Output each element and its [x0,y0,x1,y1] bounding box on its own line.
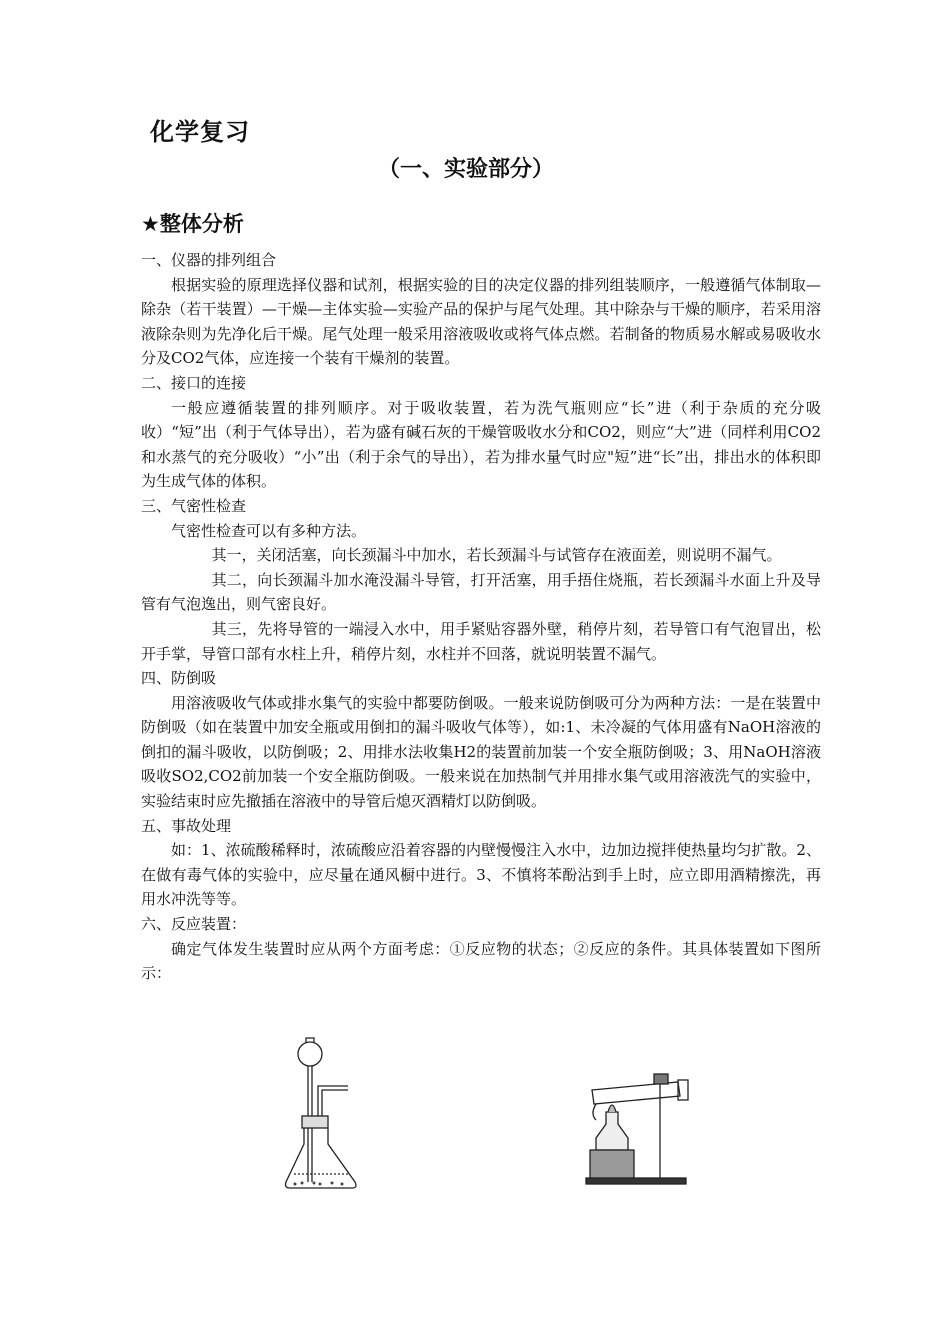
document-body [141,248,821,986]
heading-4: 四、防倒吸 [141,669,217,688]
paragraph-2: 一般应遵循装置的排列顺序。对于吸收装置，若为洗气瓶则应“长”进（利于杂质的充分吸收）“短”出（利于气体导出），若为盛有碱石灰的干燥管吸收水分和CO2，则应“大”进（同样利用CO2和水蒸气的充分吸收）“小”出（利于余气的导出），若为排水量气时应"短”进“长”出，排出水的体积即为生成气体的体积。 [141,398,821,491]
test-tube-heating-figure [582,1068,692,1188]
heading-1: 一、仪器的排列组合 [141,251,277,269]
section-heading: ★整体分析 [141,212,244,236]
heading-2: 二、接口的连接 [141,373,247,392]
paragraph-3-method-1: 其一，关闭活塞，向长颈漏斗中加水，若长颈漏斗与试管存在液面差，则说明不漏气。 [211,546,782,565]
paragraph-1: 根据实验的原理选择仪器和试剂，根据实验的目的决定仪器的排列组装顺序，一般遵循气体制取—除杂（若干装置）—干燥—主体实验—实验产品的保护与尾气处理。其中除杂与干燥的顺序，若采用溶液除杂则为先净化后干燥。尾气处理一般采用溶液吸收或将气体点燃。若制备的物质易水解或易吸收水分及CO2气体，应连接一个装有干燥剂的装置。 [141,275,821,368]
heading-3: 三、气密性检查 [141,496,247,515]
paragraph-4: 用溶液吸收气体或排水集气的实验中都要防倒吸。一般来说防倒吸可分为两种方法：一是在装置中防倒吸（如在装置中加安全瓶或用倒扣的漏斗吸收气体等），如:1、未冷凝的气体用盛有NaOH溶液的倒扣的漏斗吸收，以防倒吸；2、用排水法收集H2的装置前加装一个安全瓶防倒吸；3、用NaOH溶液吸收SO2,CO2前加装一个安全瓶防倒吸。一般来说在加热制气并用排水集气或用溶液洗气的实验中，实验结束时应先撤插在溶液中的导管后熄灭酒精灯以防倒吸。 [141,693,821,811]
document-subtitle: （一、实验部分） [378,157,555,182]
paragraph-6: 确定气体发生装置时应从两个方面考虑：①反应物的状态；②反应的条件。其具体装置如下图所示： [141,939,821,983]
paragraph-3: 气密性检查可以有多种方法。 [171,521,367,540]
paragraph-3-method-3: 其三，先将导管的一端浸入水中，用手紧贴容器外壁，稍停片刻，若导管口有气泡冒出，松开手掌，导管口部有水柱上升，稍停片刻，水柱并不回落，就说明装置不漏气。 [141,619,821,663]
heading-6: 六、反应装置： [141,915,247,934]
paragraph-3-method-2: 其二，向长颈漏斗加水淹没漏斗导管，打开活塞，用手捂住烧瓶，若长颈漏斗水面上升及导管有气泡逸出，则气密良好。 [141,570,821,614]
flask-apparatus-figure [280,1036,370,1194]
heading-5: 五、事故处理 [141,816,232,835]
document-title: 化学复习 [150,118,250,146]
paragraph-5: 如：1、浓硫酸稀释时，浓硫酸应沿着容器的内壁慢慢注入水中，边加边搅拌使热量均匀扩散。2、在做有毒气体的实验中，应尽量在通风橱中进行。3、不慎将苯酚沾到手上时，应立即用酒精擦洗，再用水冲洗等等。 [141,841,821,909]
